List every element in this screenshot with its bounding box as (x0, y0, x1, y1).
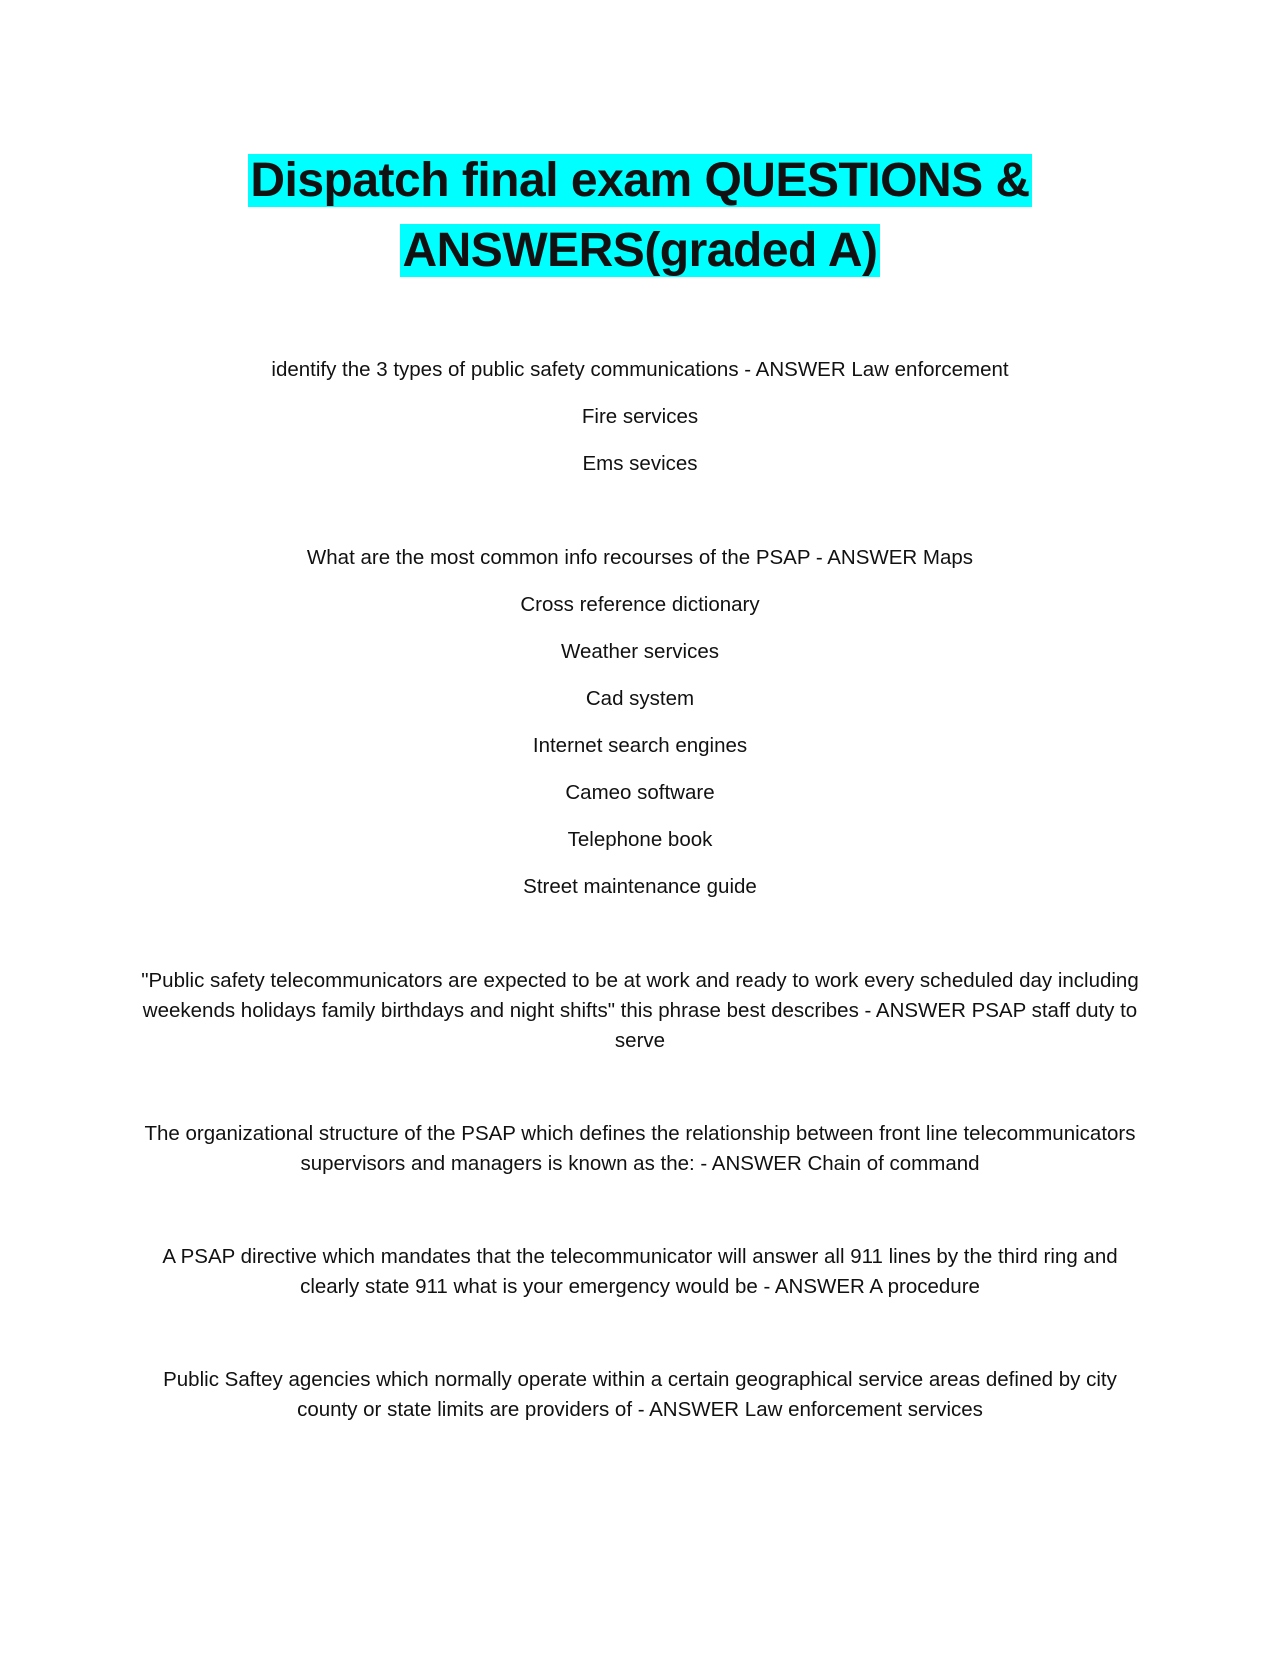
answer-item: Fire services (581, 405, 699, 428)
question-3: "Public safety telecommunicators are expected to be at work and ready to work every scheduled day including weekends holidays family birthdays and night shifts" this phrase best describes - ANSWER PSAP staff duty to serve (141, 969, 1139, 1052)
answer-item: Telephone book (567, 828, 713, 851)
answer-item: Weather services (561, 640, 719, 663)
question-1: identify the 3 types of public safety communications - ANSWER Law enforcement (271, 358, 1009, 381)
document-body (140, 355, 1140, 1425)
answer-item: Cad system (585, 687, 695, 710)
question-6: Public Saftey agencies which normally operate within a certain geographical service areas defined by city county or state limits are providers of - ANSWER Law enforcement services (163, 1368, 1117, 1421)
question-2: What are the most common info recourses of the PSAP - ANSWER Maps (306, 546, 974, 569)
title-line-1: Dispatch final exam QUESTIONS & (250, 154, 1030, 207)
answer-item: Internet search engines (532, 734, 748, 757)
title-line-2: ANSWERS(graded A) (402, 224, 878, 277)
answer-item: Cameo software (565, 781, 715, 804)
question-5: A PSAP directive which mandates that the telecommunicator will answer all 911 lines by the third ring and clearly state 911 what is your emergency would be - ANSWER A procedure (162, 1245, 1118, 1298)
question-4: The organizational structure of the PSAP which defines the relationship between front line telecommunicators supervisors and managers is known as the: - ANSWER Chain of command (144, 1122, 1136, 1175)
spacer (140, 919, 1140, 966)
document-title (140, 146, 1140, 286)
answer-item: Ems sevices (582, 452, 698, 475)
answer-item: Cross reference dictionary (520, 593, 760, 616)
spacer (140, 496, 1140, 543)
answer-item: Street maintenance guide (523, 875, 757, 898)
